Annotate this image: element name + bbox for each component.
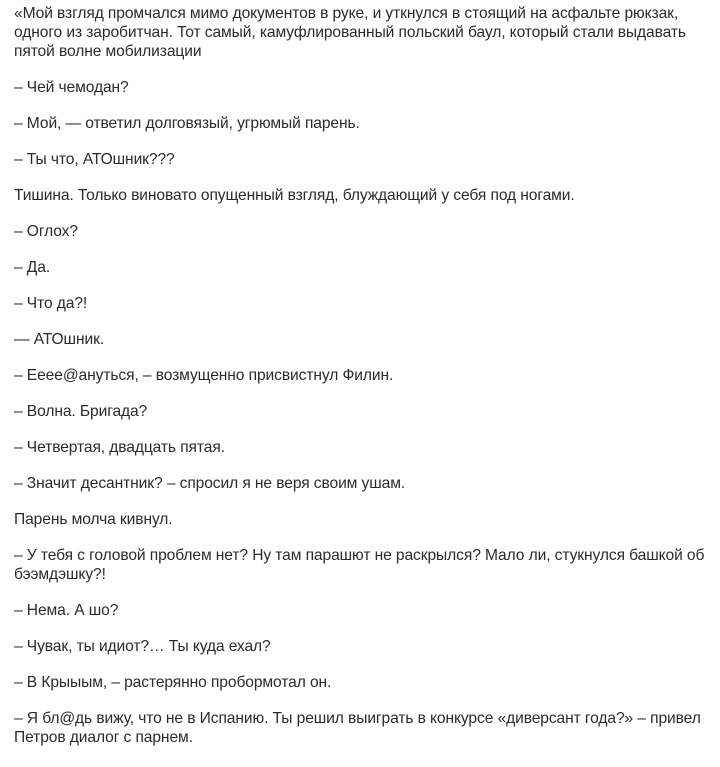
article-text (14, 4, 710, 764)
article-paragraph: – Чувак, ты идиот?… Ты куда ехал? (14, 638, 271, 655)
article-paragraph: – Да. (14, 259, 51, 276)
article-paragraph: – Значит десантник? – спросил я не веря своим ушам. (14, 475, 406, 492)
article-paragraph: – Оглох? (14, 223, 78, 240)
article-paragraph: Тишина. Только виновато опущенный взгляд, блуждающий у себя под ногами. (14, 187, 575, 204)
article-paragraph: – В Крыыым, – растерянно пробормотал он. (14, 674, 332, 691)
article-paragraph: – Чей чемодан? (14, 79, 129, 96)
article-paragraph: – Мой, — ответил долговязый, угрюмый парень. (14, 115, 360, 132)
article-paragraph: – Ты что, АТОшник??? (14, 151, 175, 168)
article-paragraph: – Я бл@дь вижу, что не в Испанию. Ты решил выиграть в конкурсе «диверсант года?» – привел Петров диалог с парнем. (14, 710, 701, 746)
article-paragraph: – Еeee@ануться, – возмущенно присвистнул Филин. (14, 367, 394, 384)
article-paragraph: – Волна. Бригада? (14, 403, 148, 420)
article-paragraph: – Что да?! (14, 295, 88, 312)
article-paragraph: — АТОшник. (14, 331, 105, 348)
article-paragraph: – У тебя с головой проблем нет? Ну там парашют не раскрылся? Мало ли, стукнулся башкой об бээмдэшку?! (14, 547, 705, 583)
article-paragraph: «Мой взгляд промчался мимо документов в руке, и уткнулся в стоящий на асфальте рюкзак, одного из заробитчан. Тот самый, камуфлированный польский баул, который стали выдавать пятой волне мобилизации (14, 5, 686, 60)
article-paragraph: – Четвертая, двадцать пятая. (14, 439, 225, 456)
article-paragraph: – Нема. А шо? (14, 602, 119, 619)
article-paragraph: Парень молча кивнул. (14, 511, 173, 528)
